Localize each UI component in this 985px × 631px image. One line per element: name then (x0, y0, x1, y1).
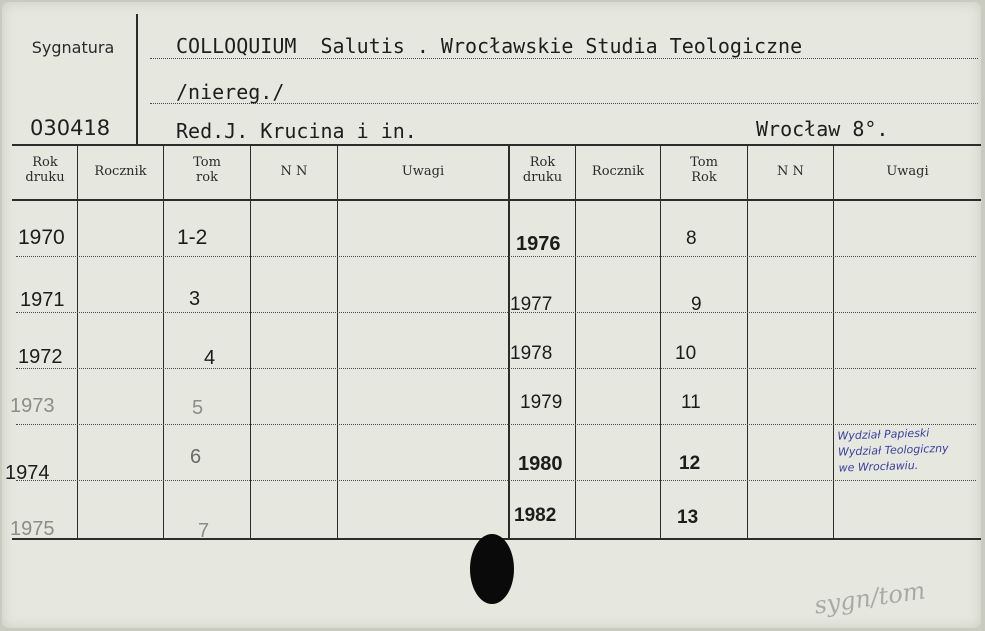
row-year: 1982 (514, 505, 557, 526)
row-year: 1973 (10, 395, 55, 417)
punch-hole (470, 534, 514, 604)
col-header-nn: N N (777, 164, 804, 179)
row-year: 1974 (5, 462, 50, 484)
row-year: 1976 (516, 233, 561, 255)
row-year: 1978 (510, 343, 553, 364)
row-rule (16, 368, 976, 369)
title-dotted-rule (150, 58, 978, 59)
row-tom: 12 (679, 453, 701, 474)
row-year: 1971 (20, 289, 65, 311)
note-line: Wydział Papieski (837, 426, 930, 443)
row-tom: 1-2 (177, 226, 208, 249)
sygnatura-value: 030418 (30, 116, 111, 140)
catalog-card (2, 2, 981, 628)
col-header-rocznik: Rocznik (94, 164, 147, 179)
uwagi-note (837, 423, 981, 476)
row-tom: 3 (189, 288, 201, 310)
row-rule (16, 480, 976, 481)
title-line-2: /niereg./ (176, 80, 285, 104)
col-header-rok-druku: Rok druku (25, 155, 65, 185)
header-divider (136, 14, 138, 146)
row-tom: 7 (198, 520, 210, 542)
editor-line: Red.J. Krucina i in. (176, 119, 417, 143)
note-line: we Wrocławiu. (838, 458, 919, 475)
col-header-nn: N N (280, 164, 308, 179)
row-rule (16, 312, 976, 313)
col-header-tom-rok: Tom Rok (690, 155, 718, 185)
row-tom: 13 (677, 507, 699, 528)
row-year: 1980 (518, 453, 563, 475)
row-tom: 6 (190, 446, 202, 468)
col-header-rok-druku: Rok druku (522, 155, 563, 185)
row-year: 1975 (10, 518, 55, 540)
header-bottom-rule (12, 199, 981, 201)
note-line: Wydział Teologiczny (837, 441, 949, 459)
row-year: 1979 (520, 392, 563, 413)
pencil-mark: sygn/tom (812, 576, 928, 620)
col-header-uwagi: Uwagi (886, 164, 929, 179)
col-header-rocznik: Rocznik (591, 164, 645, 179)
col-header-uwagi: Uwagi (401, 164, 445, 179)
col-header-tom-rok: Tom rok (193, 155, 221, 185)
row-tom: 11 (681, 392, 701, 413)
row-tom: 4 (204, 347, 216, 369)
row-tom: 10 (675, 343, 697, 364)
row-year: 1972 (18, 346, 63, 368)
row-year: 1977 (510, 294, 553, 315)
row-year: 1970 (18, 226, 65, 249)
row-tom: 8 (686, 228, 697, 249)
row-rule (16, 424, 976, 425)
sygnatura-label: Sygnatura (31, 38, 115, 57)
place-format: Wrocław 8°. (756, 117, 889, 141)
table-top-rule (12, 144, 981, 146)
row-tom: 5 (192, 397, 204, 419)
row-rule (16, 256, 976, 257)
title-line-1: COLLOQUIUM Salutis . Wrocławskie Studia Teologiczne (176, 34, 803, 58)
row-tom: 9 (691, 294, 702, 315)
